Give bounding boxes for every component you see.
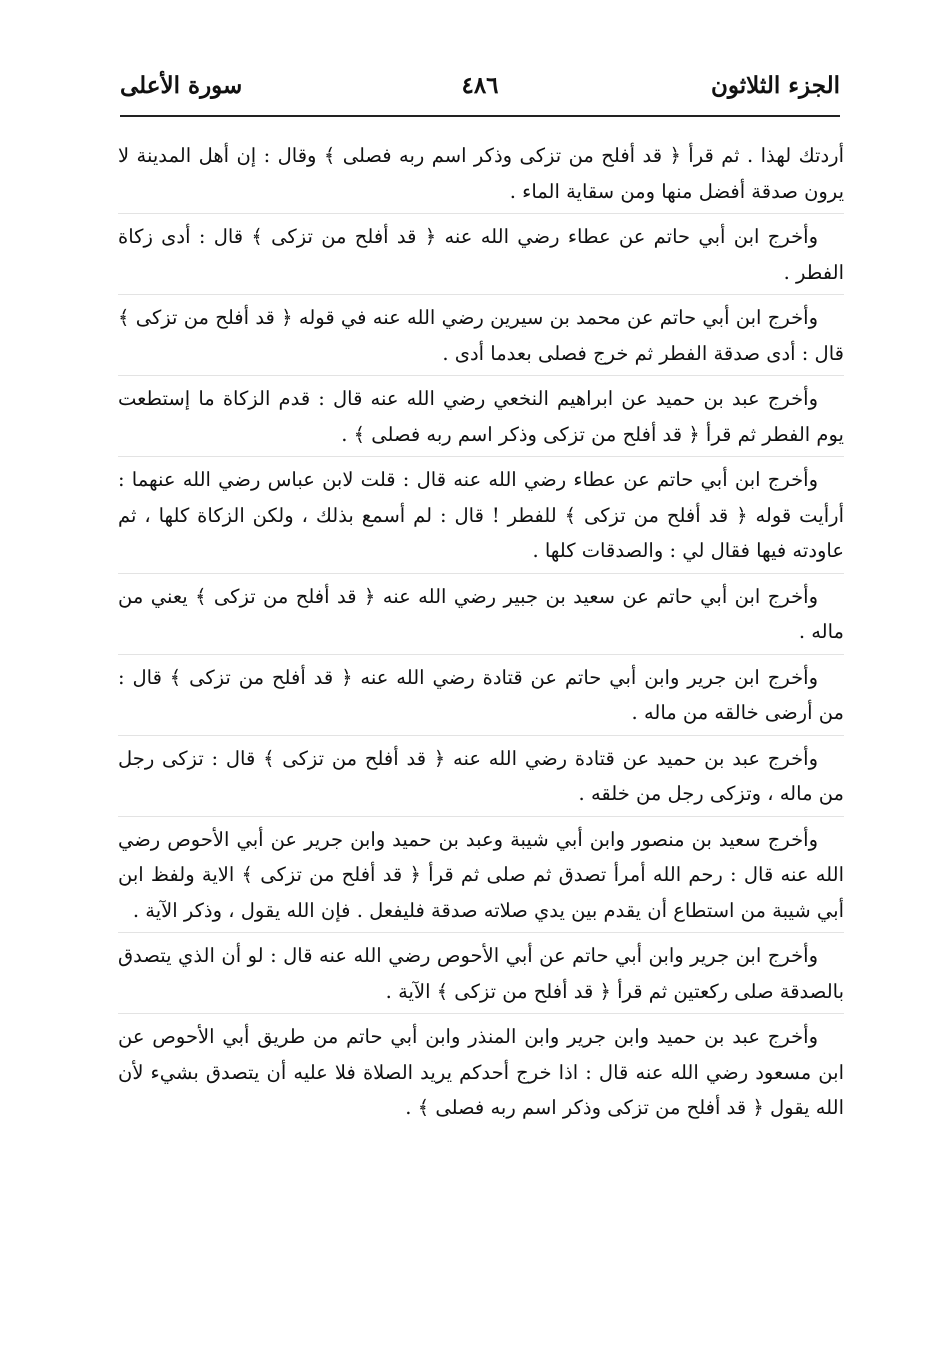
paragraph: وأخرج عبد بن حميد عن قتادة رضي الله عنه ﴿ قد أفلح من تزكى ﴾ قال : تزكى رجل من ماله ، وتزكى رجل من خلقه . — [118, 741, 844, 817]
surah-title: سورة الأعلى — [120, 72, 243, 99]
page-header — [120, 68, 840, 112]
page-number: ٤٨٦ — [461, 72, 499, 99]
paragraph: وأخرج ابن أبي حاتم عن عطاء رضي الله عنه قال : قلت لابن عباس رضي الله عنهما : أرأيت قوله ﴿ قد أفلح من تزكى ﴾ للفطر ! قال : لم أسمع بذلك ، ولكن الزكاة كلها ، ثم عاودته فيها فقال لي : والصدقات كلها . — [118, 462, 844, 574]
header-rule — [120, 115, 840, 117]
paragraph: وأخرج ابن جرير وابن أبي حاتم عن قتادة رضي الله عنه ﴿ قد أفلح من تزكى ﴾ قال : من أرضى خالقه من ماله . — [118, 660, 844, 736]
part-title: الجزء الثلاثون — [711, 72, 840, 99]
paragraph: وأخرج عبد بن حميد عن ابراهيم النخعي رضي الله عنه قال : قدم الزكاة ما إستطعت يوم الفطر ثم قرأ ﴿ قد أفلح من تزكى وذكر اسم ربه فصلى ﴾ . — [118, 381, 844, 457]
paragraph: وأخرج ابن أبي حاتم عن محمد بن سيرين رضي الله عنه في قوله ﴿ قد أفلح من تزكى ﴾ قال : أدى صدقة الفطر ثم خرج فصلى بعدما أدى . — [118, 300, 844, 376]
paragraph: وأخرج ابن أبي حاتم عن عطاء رضي الله عنه ﴿ قد أفلح من تزكى ﴾ قال : أدى زكاة الفطر . — [118, 219, 844, 295]
paragraph: وأخرج سعيد بن منصور وابن أبي شيبة وعبد بن حميد وابن جرير عن أبي الأحوص رضي الله عنه قال : رحم الله أمرأ تصدق ثم صلى ثم قرأ ﴿ قد أفلح من تزكى ﴾ الاية ولفظ ابن أبي شيبة من استطاع أن يقدم بين يدي صلاته صدقة فليفعل . فإن الله يقول ، وذكر الآية . — [118, 822, 844, 934]
page-body — [118, 138, 844, 1135]
paragraph: وأخرج عبد بن حميد وابن جرير وابن المنذر وابن أبي حاتم من طريق أبي الأحوص عن ابن مسعود رضي الله عنه قال : اذا خرج أحدكم يريد الصلاة فلا عليه أن يتصدق بشيء لأن الله يقول ﴿ قد أفلح من تزكى وذكر اسم ربه فصلى ﴾ . — [118, 1025, 844, 1119]
paragraph: وأخرج ابن أبي حاتم عن سعيد بن جبير رضي الله عنه ﴿ قد أفلح من تزكى ﴾ يعني من ماله . — [118, 579, 844, 655]
paragraph: أردتك لهذا . ثم قرأ ﴿ قد أفلح من تزكى وذكر اسم ربه فصلى ﴾ وقال : إن أهل المدينة لا يرون صدقة أفضل منها ومن سقاية الماء . — [118, 138, 844, 214]
paragraph: وأخرج ابن جرير وابن أبي حاتم عن أبي الأحوص رضي الله عنه قال : لو أن الذي يتصدق بالصدقة صلى ركعتين ثم قرأ ﴿ قد أفلح من تزكى ﴾ الآية . — [118, 938, 844, 1014]
